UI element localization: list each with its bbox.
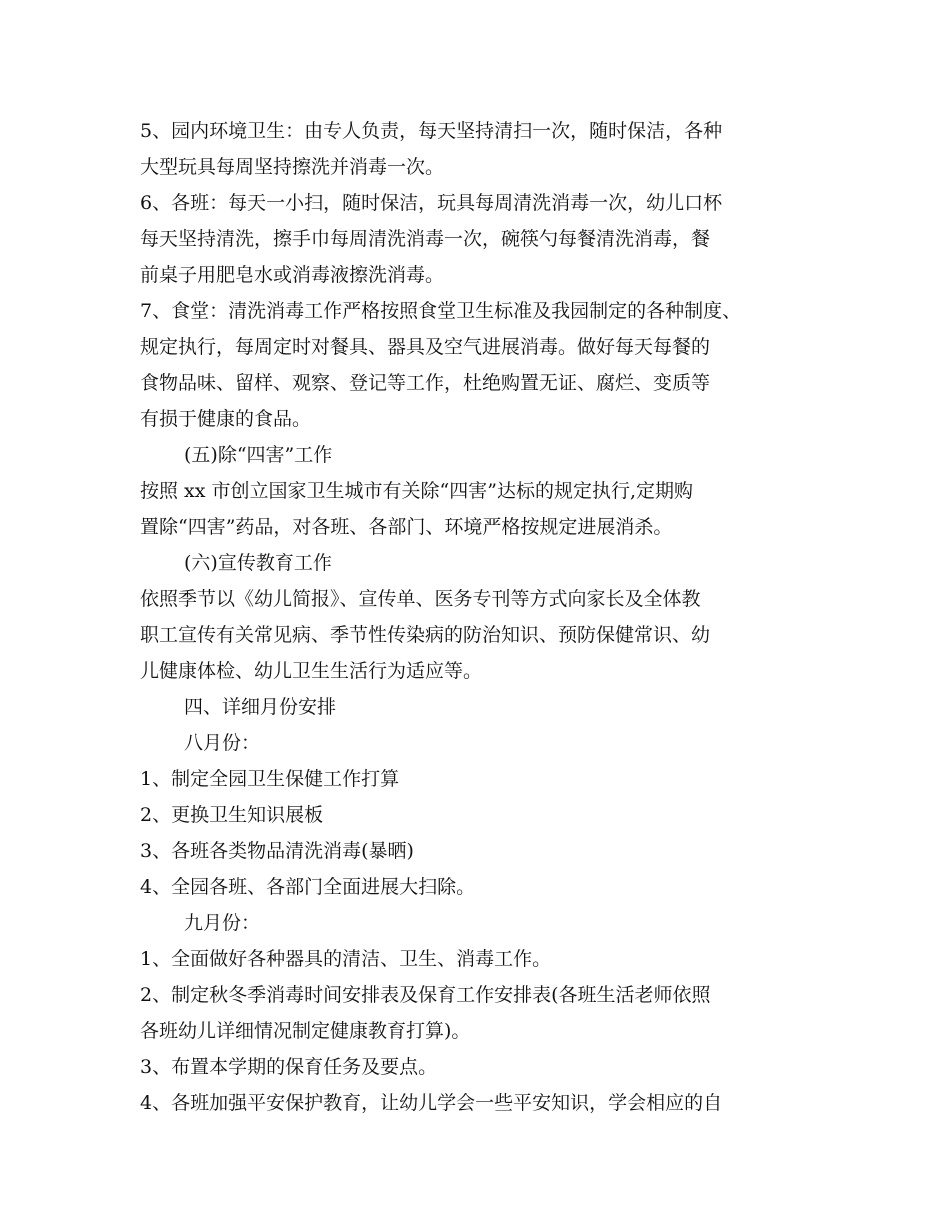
text-line: 有损于健康的食品。 (140, 408, 312, 430)
section-heading-line: 八月份： (184, 732, 261, 754)
text-line: 1、制定全园卫生保健工作打算 (140, 768, 400, 790)
text-line: 2、制定秋冬季消毒时间安排表及保育工作安排表(各班生活老师依照 (140, 984, 711, 1006)
text-line: 大型玩具每周坚持擦洗并消毒一次。 (140, 156, 445, 178)
text-line: 规定执行，每周定时对餐具、器具及空气进展消毒。做好每天每餐的 (140, 336, 711, 358)
section-heading-line: 四、详细月份安排 (184, 696, 337, 718)
section-heading-line: (五)除“四害”工作 (184, 444, 333, 466)
text-line: 6、各班：每天一小扫，随时保洁，玩具每周清洗消毒一次，幼儿口杯 (140, 192, 723, 214)
text-line: 各班幼儿详细情况制定健康教育打算)。 (140, 1020, 471, 1042)
text-line: 食物品味、留样、观察、登记等工作，杜绝购置无证、腐烂、变质等 (140, 372, 711, 394)
text-line: 置除“四害”药品，对各班、各部门、环境严格按规定进展消杀。 (140, 516, 673, 538)
text-line: 4、全园各班、各部门全面进展大扫除。 (140, 876, 476, 898)
text-line: 4、各班加强平安保护教育，让幼儿学会一些平安知识，学会相应的自 (140, 1092, 723, 1114)
text-line: 3、各班各类物品清洗消毒(暴晒) (140, 840, 414, 862)
text-line: 5、园内环境卫生：由专人负责，每天坚持清扫一次，随时保洁，各种 (140, 120, 723, 142)
text-line: 2、更换卫生知识展板 (140, 804, 324, 826)
section-heading-line: (六)宣传教育工作 (184, 552, 332, 574)
text-line: 1、全面做好各种器具的清洁、卫生、消毒工作。 (140, 948, 552, 970)
text-line: 前桌子用肥皂水或消毒液擦洗消毒。 (140, 264, 445, 286)
text-line: 依照季节以《幼儿简报》、宣传单、医务专刊等方式向家长及全体教 (140, 588, 701, 610)
text-line: 7、食堂：清洗消毒工作严格按照食堂卫生标准及我园制定的各种制度、 (140, 300, 742, 322)
text-line: 儿健康体检、幼儿卫生生活行为适应等。 (140, 660, 483, 682)
text-line: 每天坚持清洗，擦手巾每周清洗消毒一次，碗筷勺每餐清洗消毒，餐 (140, 228, 711, 250)
text-line: 按照 xx 市创立国家卫生城市有关除“四害”达标的规定执行,定期购 (140, 480, 693, 502)
text-line: 职工宣传有关常见病、季节性传染病的防治知识、预防保健常识、幼 (140, 624, 711, 646)
document-page (140, 113, 830, 1121)
text-line: 3、布置本学期的保育任务及要点。 (140, 1056, 438, 1078)
section-heading-line: 九月份： (184, 912, 261, 934)
